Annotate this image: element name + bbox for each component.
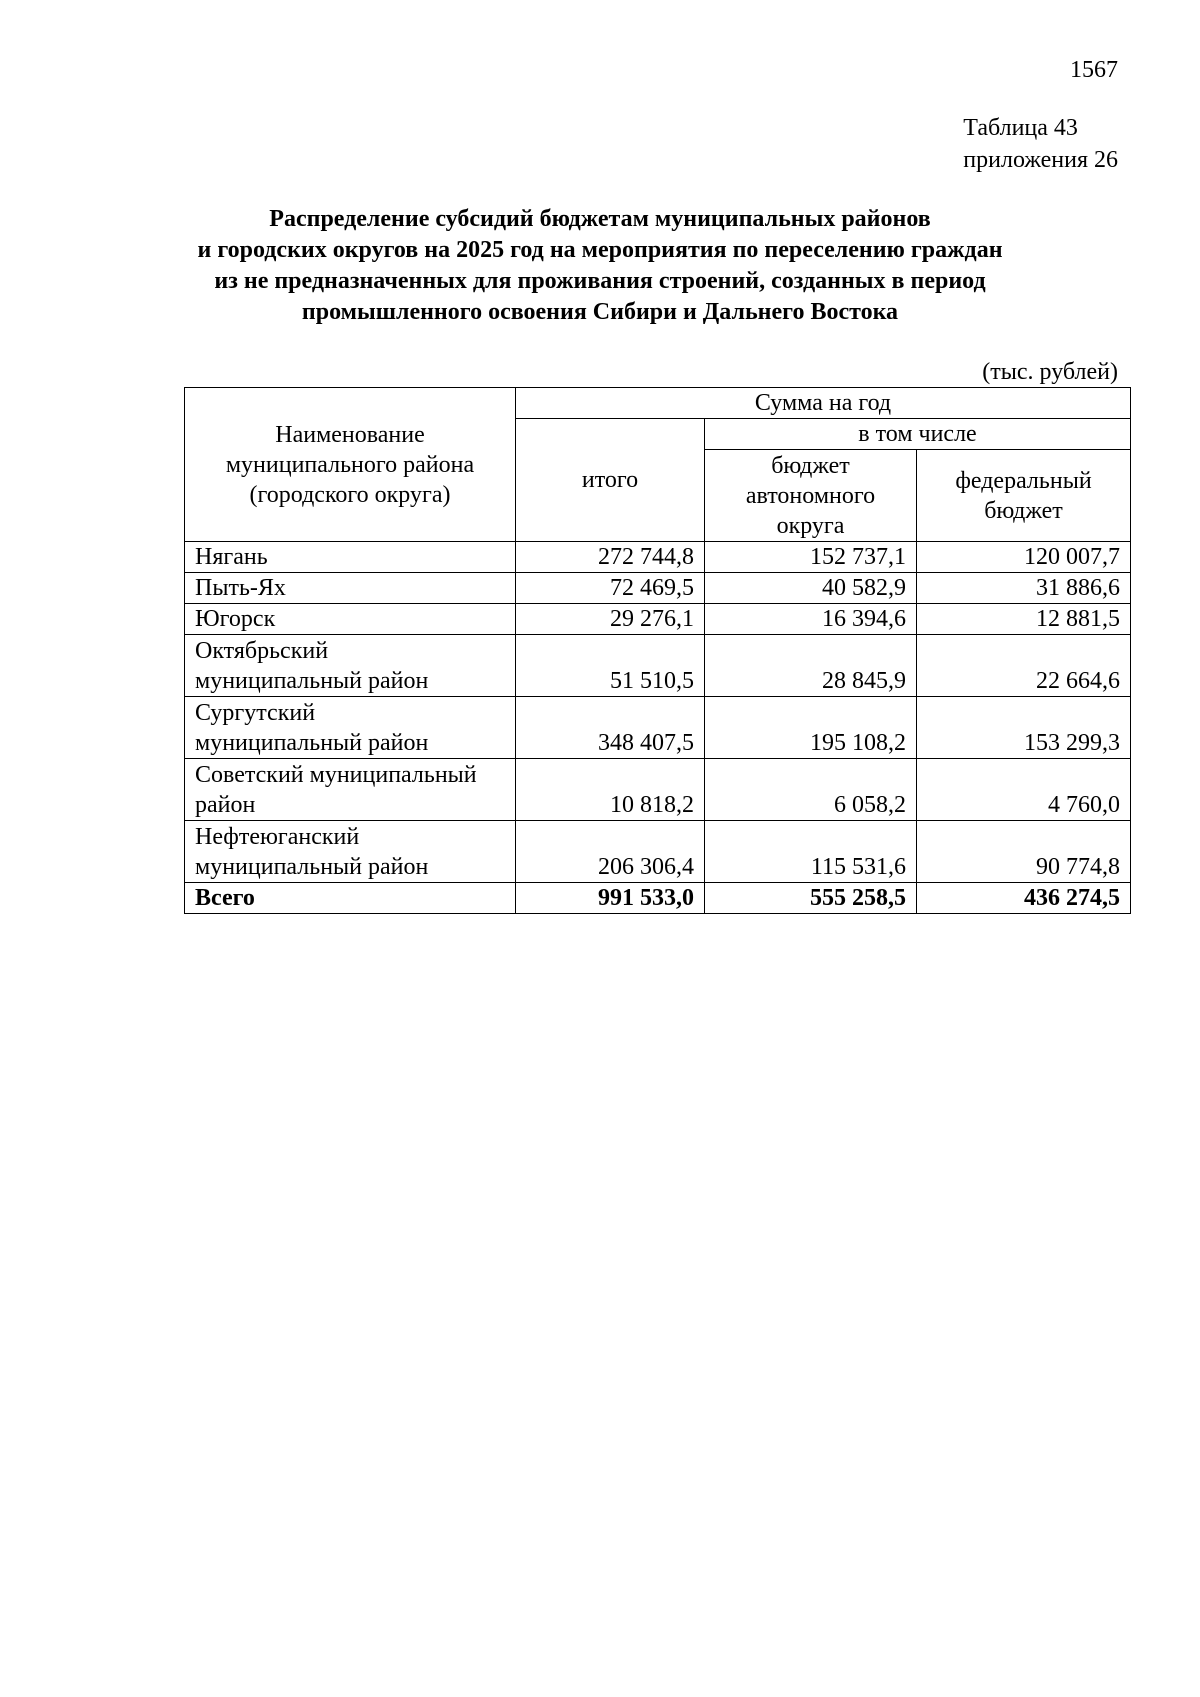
total-row-federal-budget: 436 274,5 xyxy=(917,883,1131,914)
total-row-ao-budget: 555 258,5 xyxy=(705,883,917,914)
row-total: 348 407,5 xyxy=(516,697,705,759)
row-federal-budget: 31 886,6 xyxy=(917,573,1131,604)
row-ao-budget: 40 582,9 xyxy=(705,573,917,604)
row-federal-budget: 153 299,3 xyxy=(917,697,1131,759)
row-total: 10 818,2 xyxy=(516,759,705,821)
row-name: Пыть-Ях xyxy=(185,573,516,604)
row-total: 72 469,5 xyxy=(516,573,705,604)
header-ao-budget xyxy=(705,450,917,542)
title-line4: промышленного освоения Сибири и Дальнего Востока xyxy=(301,299,899,325)
row-name: Советский муниципальный район xyxy=(185,759,516,821)
row-name: Нефтеюганский муниципальный район xyxy=(185,821,516,883)
table-reference xyxy=(963,112,1118,176)
table-reference-line1: Таблица 43 xyxy=(963,115,1078,141)
row-name: Октябрьский муниципальный район xyxy=(185,635,516,697)
table-row xyxy=(185,759,1131,821)
table-row xyxy=(185,635,1131,697)
row-name: Югорск xyxy=(185,604,516,635)
header-including: в том числе xyxy=(705,419,1131,450)
header-row-1 xyxy=(185,388,1131,419)
total-row-name: Всего xyxy=(185,883,516,914)
row-ao-budget: 152 737,1 xyxy=(705,542,917,573)
row-total: 272 744,8 xyxy=(516,542,705,573)
table-row xyxy=(185,573,1131,604)
header-name-line1: Наименование xyxy=(275,421,425,448)
row-total: 51 510,5 xyxy=(516,635,705,697)
table-row xyxy=(185,697,1131,759)
row-ao-budget: 115 531,6 xyxy=(705,821,917,883)
document-title xyxy=(150,204,1050,328)
title-line3: из не предназначенных для проживания строений, созданных в период xyxy=(214,268,986,294)
header-name-line3: (городского округа) xyxy=(249,481,451,508)
header-name xyxy=(185,388,516,542)
row-federal-budget: 22 664,6 xyxy=(917,635,1131,697)
units-label: (тыс. рублей) xyxy=(982,359,1118,385)
header-ao-line1: бюджет xyxy=(771,452,850,479)
table-row xyxy=(185,542,1131,573)
header-ao-line2: автономного xyxy=(745,482,876,509)
subsidy-table xyxy=(184,387,1131,914)
row-total: 206 306,4 xyxy=(516,821,705,883)
title-line1: Распределение субсидий бюджетам муниципальных районов xyxy=(269,206,931,232)
row-ao-budget: 28 845,9 xyxy=(705,635,917,697)
row-ao-budget: 6 058,2 xyxy=(705,759,917,821)
row-total: 29 276,1 xyxy=(516,604,705,635)
row-federal-budget: 120 007,7 xyxy=(917,542,1131,573)
row-ao-budget: 16 394,6 xyxy=(705,604,917,635)
header-fed-line1: федеральный xyxy=(955,467,1092,494)
row-federal-budget: 4 760,0 xyxy=(917,759,1131,821)
row-name: Сургутский муниципальный район xyxy=(185,697,516,759)
header-sum-year: Сумма на год xyxy=(516,388,1131,419)
table-row xyxy=(185,821,1131,883)
header-fed-line2: бюджет xyxy=(984,497,1063,524)
header-ao-line3: округа xyxy=(776,512,845,539)
row-ao-budget: 195 108,2 xyxy=(705,697,917,759)
page-number: 1567 xyxy=(1070,57,1118,83)
table-row xyxy=(185,604,1131,635)
row-federal-budget: 90 774,8 xyxy=(917,821,1131,883)
total-row xyxy=(185,883,1131,914)
row-federal-budget: 12 881,5 xyxy=(917,604,1131,635)
table-reference-line2: приложения 26 xyxy=(963,147,1118,173)
header-name-line2: муниципального района xyxy=(225,451,475,478)
row-name: Нягань xyxy=(185,542,516,573)
total-row-total: 991 533,0 xyxy=(516,883,705,914)
title-line2: и городских округов на 2025 год на мероприятия по переселению граждан xyxy=(197,237,1003,263)
header-federal-budget xyxy=(917,450,1131,542)
header-total: итого xyxy=(516,419,705,542)
